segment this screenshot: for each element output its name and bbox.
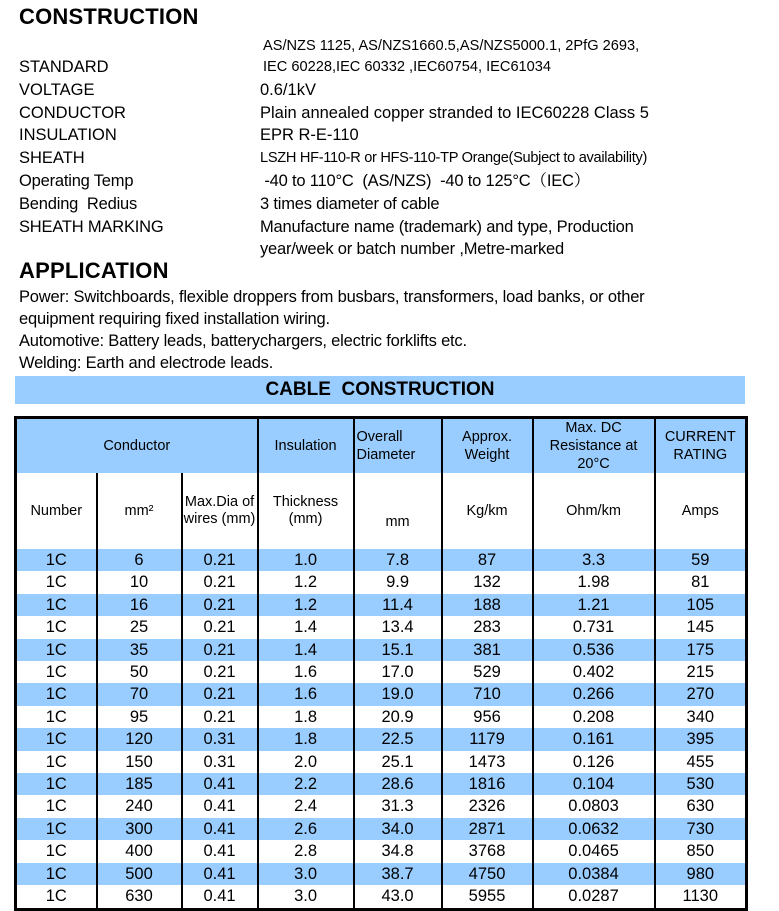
cell-current-rating: 730	[655, 818, 747, 840]
cell-number: 1C	[16, 594, 97, 616]
cell-thickness: 1.8	[258, 706, 354, 728]
cell-max-dia-wires: 0.41	[182, 885, 258, 909]
cell-current-rating: 175	[655, 639, 747, 661]
header-max-dc-resistance: Max. DC Resistance at 20°C	[533, 418, 655, 474]
cell-max-dia-wires: 0.21	[182, 571, 258, 593]
cell-max-dc-resistance: 0.161	[533, 728, 655, 750]
cell-number: 1C	[16, 751, 97, 773]
cell-current-rating: 340	[655, 706, 747, 728]
cell-number: 1C	[16, 885, 97, 909]
cell-approx-weight: 3768	[442, 840, 533, 862]
cell-approx-weight: 1179	[442, 728, 533, 750]
cell-current-rating: 395	[655, 728, 747, 750]
cell-max-dc-resistance: 1.21	[533, 594, 655, 616]
cell-max-dia-wires: 0.21	[182, 661, 258, 683]
spec-label: SHEATH MARKING	[19, 217, 164, 236]
table-row	[16, 840, 747, 862]
subheader-resistance-unit: Ohm/km	[533, 473, 655, 549]
cell-approx-weight: 188	[442, 594, 533, 616]
table-row	[16, 885, 747, 909]
cell-max-dc-resistance: 0.208	[533, 706, 655, 728]
spec-row-insulation	[19, 124, 759, 147]
cell-approx-weight: 87	[442, 549, 533, 571]
table-row	[16, 863, 747, 885]
table-row	[16, 728, 747, 750]
spec-label: STANDARD	[19, 58, 109, 76]
cell-thickness: 2.4	[258, 795, 354, 817]
cell-max-dia-wires: 0.21	[182, 706, 258, 728]
cell-number: 1C	[16, 571, 97, 593]
spec-row-voltage	[19, 79, 759, 102]
spec-value-continued: year/week or batch number ,Metre-marked	[260, 240, 564, 259]
cell-mm2: 185	[97, 773, 182, 795]
table-row	[16, 661, 747, 683]
table-row	[16, 683, 747, 705]
cell-overall-diameter: 34.8	[354, 840, 442, 862]
application-line: equipment requiring fixed installation wiring.	[19, 310, 330, 328]
spec-value: 0.6/1kV	[260, 80, 316, 99]
cell-thickness: 1.6	[258, 661, 354, 683]
cell-current-rating: 105	[655, 594, 747, 616]
cell-overall-diameter: 9.9	[354, 571, 442, 593]
table-row	[16, 706, 747, 728]
cell-number: 1C	[16, 728, 97, 750]
spec-value: IEC 60228,IEC 60332 ,IEC60754, IEC61034	[263, 59, 552, 75]
cell-mm2: 6	[97, 549, 182, 571]
cell-number: 1C	[16, 818, 97, 840]
cell-max-dc-resistance: 0.0632	[533, 818, 655, 840]
cell-approx-weight: 2326	[442, 795, 533, 817]
cell-mm2: 120	[97, 728, 182, 750]
spec-label: INSULATION	[19, 126, 117, 145]
cell-max-dc-resistance: 1.98	[533, 571, 655, 593]
subheader-number: Number	[16, 473, 97, 549]
spec-value: Manufacture name (trademark) and type, Production	[260, 217, 634, 236]
cell-thickness: 1.0	[258, 549, 354, 571]
subheader-current-unit: Amps	[655, 473, 747, 549]
cell-thickness: 1.4	[258, 639, 354, 661]
cell-number: 1C	[16, 683, 97, 705]
cell-number: 1C	[16, 840, 97, 862]
cell-number: 1C	[16, 616, 97, 638]
cell-mm2: 150	[97, 751, 182, 773]
cell-max-dia-wires: 0.21	[182, 549, 258, 571]
spec-value: Plain annealed copper stranded to IEC60228 Class 5	[260, 103, 649, 122]
spec-row-standard	[19, 56, 759, 79]
spec-value: LSZH HF-110-R or HFS-110-TP Orange(Subject to availability)	[260, 150, 648, 167]
section-title-construction: CONSTRUCTION	[19, 4, 199, 29]
cable-construction-table	[14, 416, 748, 911]
cell-current-rating: 81	[655, 571, 747, 593]
table-row	[16, 571, 747, 593]
spec-row-conductor	[19, 102, 759, 125]
cell-mm2: 300	[97, 818, 182, 840]
cell-max-dia-wires: 0.41	[182, 795, 258, 817]
spec-row-operating-temp	[19, 170, 759, 193]
cell-overall-diameter: 38.7	[354, 863, 442, 885]
cell-overall-diameter: 25.1	[354, 751, 442, 773]
cell-mm2: 630	[97, 885, 182, 909]
cell-current-rating: 530	[655, 773, 747, 795]
application-line: Welding: Earth and electrode leads.	[19, 354, 274, 372]
subheader-max-dia-wires: Max.Dia of wires (mm)	[182, 473, 258, 549]
standard-value-line1: AS/NZS 1125, AS/NZS1660.5,AS/NZS5000.1, 2PfG 2693,	[263, 38, 640, 54]
application-text	[19, 286, 759, 374]
table-row	[16, 795, 747, 817]
cell-max-dia-wires: 0.31	[182, 751, 258, 773]
header-overall-diameter: Overall Diameter	[354, 418, 442, 474]
header-insulation: Insulation	[258, 418, 354, 474]
subheader-thickness: Thickness (mm)	[258, 473, 354, 549]
cell-thickness: 1.4	[258, 616, 354, 638]
cell-thickness: 2.8	[258, 840, 354, 862]
cell-max-dia-wires: 0.31	[182, 728, 258, 750]
cell-current-rating: 59	[655, 549, 747, 571]
cell-thickness: 2.0	[258, 751, 354, 773]
cell-overall-diameter: 43.0	[354, 885, 442, 909]
cell-mm2: 500	[97, 863, 182, 885]
cell-max-dc-resistance: 0.0803	[533, 795, 655, 817]
spec-value: EPR R-E-110	[260, 126, 359, 145]
cell-overall-diameter: 22.5	[354, 728, 442, 750]
section-title-application: APPLICATION	[19, 258, 169, 283]
cell-thickness: 2.6	[258, 818, 354, 840]
subheader-mm2: mm²	[97, 473, 182, 549]
application-line: Automotive: Battery leads, batterychargers, electric forklifts etc.	[19, 332, 467, 350]
cell-max-dia-wires: 0.21	[182, 639, 258, 661]
cell-overall-diameter: 13.4	[354, 616, 442, 638]
subheader-weight-unit: Kg/km	[442, 473, 533, 549]
cell-mm2: 240	[97, 795, 182, 817]
cell-overall-diameter: 31.3	[354, 795, 442, 817]
cell-overall-diameter: 17.0	[354, 661, 442, 683]
cell-max-dc-resistance: 0.0465	[533, 840, 655, 862]
cell-current-rating: 455	[655, 751, 747, 773]
cell-overall-diameter: 19.0	[354, 683, 442, 705]
table-header-row-2	[16, 473, 747, 549]
cell-mm2: 50	[97, 661, 182, 683]
cell-approx-weight: 529	[442, 661, 533, 683]
cell-max-dia-wires: 0.21	[182, 594, 258, 616]
cell-number: 1C	[16, 661, 97, 683]
cell-number: 1C	[16, 795, 97, 817]
cell-approx-weight: 5955	[442, 885, 533, 909]
cell-overall-diameter: 28.6	[354, 773, 442, 795]
cell-mm2: 16	[97, 594, 182, 616]
cell-thickness: 1.8	[258, 728, 354, 750]
cell-max-dia-wires: 0.21	[182, 616, 258, 638]
table-header-row-1	[16, 418, 747, 474]
cell-approx-weight: 956	[442, 706, 533, 728]
cell-number: 1C	[16, 863, 97, 885]
cell-number: 1C	[16, 549, 97, 571]
cell-overall-diameter: 7.8	[354, 549, 442, 571]
cell-max-dc-resistance: 0.0384	[533, 863, 655, 885]
cell-mm2: 95	[97, 706, 182, 728]
cell-max-dc-resistance: 0.536	[533, 639, 655, 661]
cell-approx-weight: 1816	[442, 773, 533, 795]
cell-number: 1C	[16, 706, 97, 728]
header-approx-weight: Approx. Weight	[442, 418, 533, 474]
subheader-diameter-unit: mm	[354, 473, 442, 549]
cell-mm2: 70	[97, 683, 182, 705]
cell-approx-weight: 710	[442, 683, 533, 705]
cell-thickness: 1.2	[258, 594, 354, 616]
cell-max-dia-wires: 0.41	[182, 818, 258, 840]
cell-current-rating: 1130	[655, 885, 747, 909]
cell-overall-diameter: 15.1	[354, 639, 442, 661]
cell-approx-weight: 381	[442, 639, 533, 661]
cell-max-dc-resistance: 0.104	[533, 773, 655, 795]
cell-max-dia-wires: 0.41	[182, 840, 258, 862]
spec-row-sheath	[19, 147, 759, 170]
cell-current-rating: 630	[655, 795, 747, 817]
cell-thickness: 3.0	[258, 885, 354, 909]
construction-spec-list	[19, 56, 759, 261]
spec-label: Bending Redius	[19, 194, 138, 213]
cell-thickness: 3.0	[258, 863, 354, 885]
header-conductor: Conductor	[16, 418, 258, 474]
cell-number: 1C	[16, 773, 97, 795]
cell-max-dc-resistance: 0.266	[533, 683, 655, 705]
cell-overall-diameter: 11.4	[354, 594, 442, 616]
table-row	[16, 616, 747, 638]
cell-current-rating: 145	[655, 616, 747, 638]
cell-max-dia-wires: 0.21	[182, 683, 258, 705]
cell-approx-weight: 2871	[442, 818, 533, 840]
cell-approx-weight: 4750	[442, 863, 533, 885]
cell-mm2: 25	[97, 616, 182, 638]
spec-value: 3 times diameter of cable	[260, 194, 440, 213]
spec-label: CONDUCTOR	[19, 103, 126, 122]
spec-value: -40 to 110°C (AS/NZS) -40 to 125°C（IEC）	[260, 171, 591, 190]
cell-max-dia-wires: 0.41	[182, 773, 258, 795]
table-row	[16, 549, 747, 571]
cell-approx-weight: 1473	[442, 751, 533, 773]
cell-overall-diameter: 20.9	[354, 706, 442, 728]
spec-row-bending-radius	[19, 193, 759, 216]
table-body	[16, 549, 747, 909]
table-row	[16, 773, 747, 795]
cell-approx-weight: 132	[442, 571, 533, 593]
application-line: Power: Switchboards, flexible droppers from busbars, transformers, load banks, or other	[19, 288, 645, 306]
table-row	[16, 639, 747, 661]
cable-construction-banner: CABLE CONSTRUCTION	[15, 376, 745, 404]
cell-max-dc-resistance: 3.3	[533, 549, 655, 571]
cell-max-dc-resistance: 0.402	[533, 661, 655, 683]
cell-mm2: 35	[97, 639, 182, 661]
spec-label: SHEATH	[19, 149, 85, 168]
cell-max-dc-resistance: 0.0287	[533, 885, 655, 909]
spec-label: VOLTAGE	[19, 80, 95, 99]
cell-number: 1C	[16, 639, 97, 661]
cell-approx-weight: 283	[442, 616, 533, 638]
cell-mm2: 10	[97, 571, 182, 593]
header-current-rating: CURRENT RATING	[655, 418, 747, 474]
cell-max-dc-resistance: 0.731	[533, 616, 655, 638]
cell-current-rating: 980	[655, 863, 747, 885]
spec-label: Operating Temp	[19, 171, 134, 190]
cell-thickness: 1.6	[258, 683, 354, 705]
table-row	[16, 751, 747, 773]
cell-thickness: 1.2	[258, 571, 354, 593]
cell-mm2: 400	[97, 840, 182, 862]
cell-thickness: 2.2	[258, 773, 354, 795]
table-row	[16, 594, 747, 616]
cell-overall-diameter: 34.0	[354, 818, 442, 840]
cell-current-rating: 270	[655, 683, 747, 705]
cell-max-dc-resistance: 0.126	[533, 751, 655, 773]
spec-row-sheath-marking	[19, 216, 759, 239]
cell-current-rating: 215	[655, 661, 747, 683]
cell-current-rating: 850	[655, 840, 747, 862]
table-row	[16, 818, 747, 840]
cell-max-dia-wires: 0.41	[182, 863, 258, 885]
